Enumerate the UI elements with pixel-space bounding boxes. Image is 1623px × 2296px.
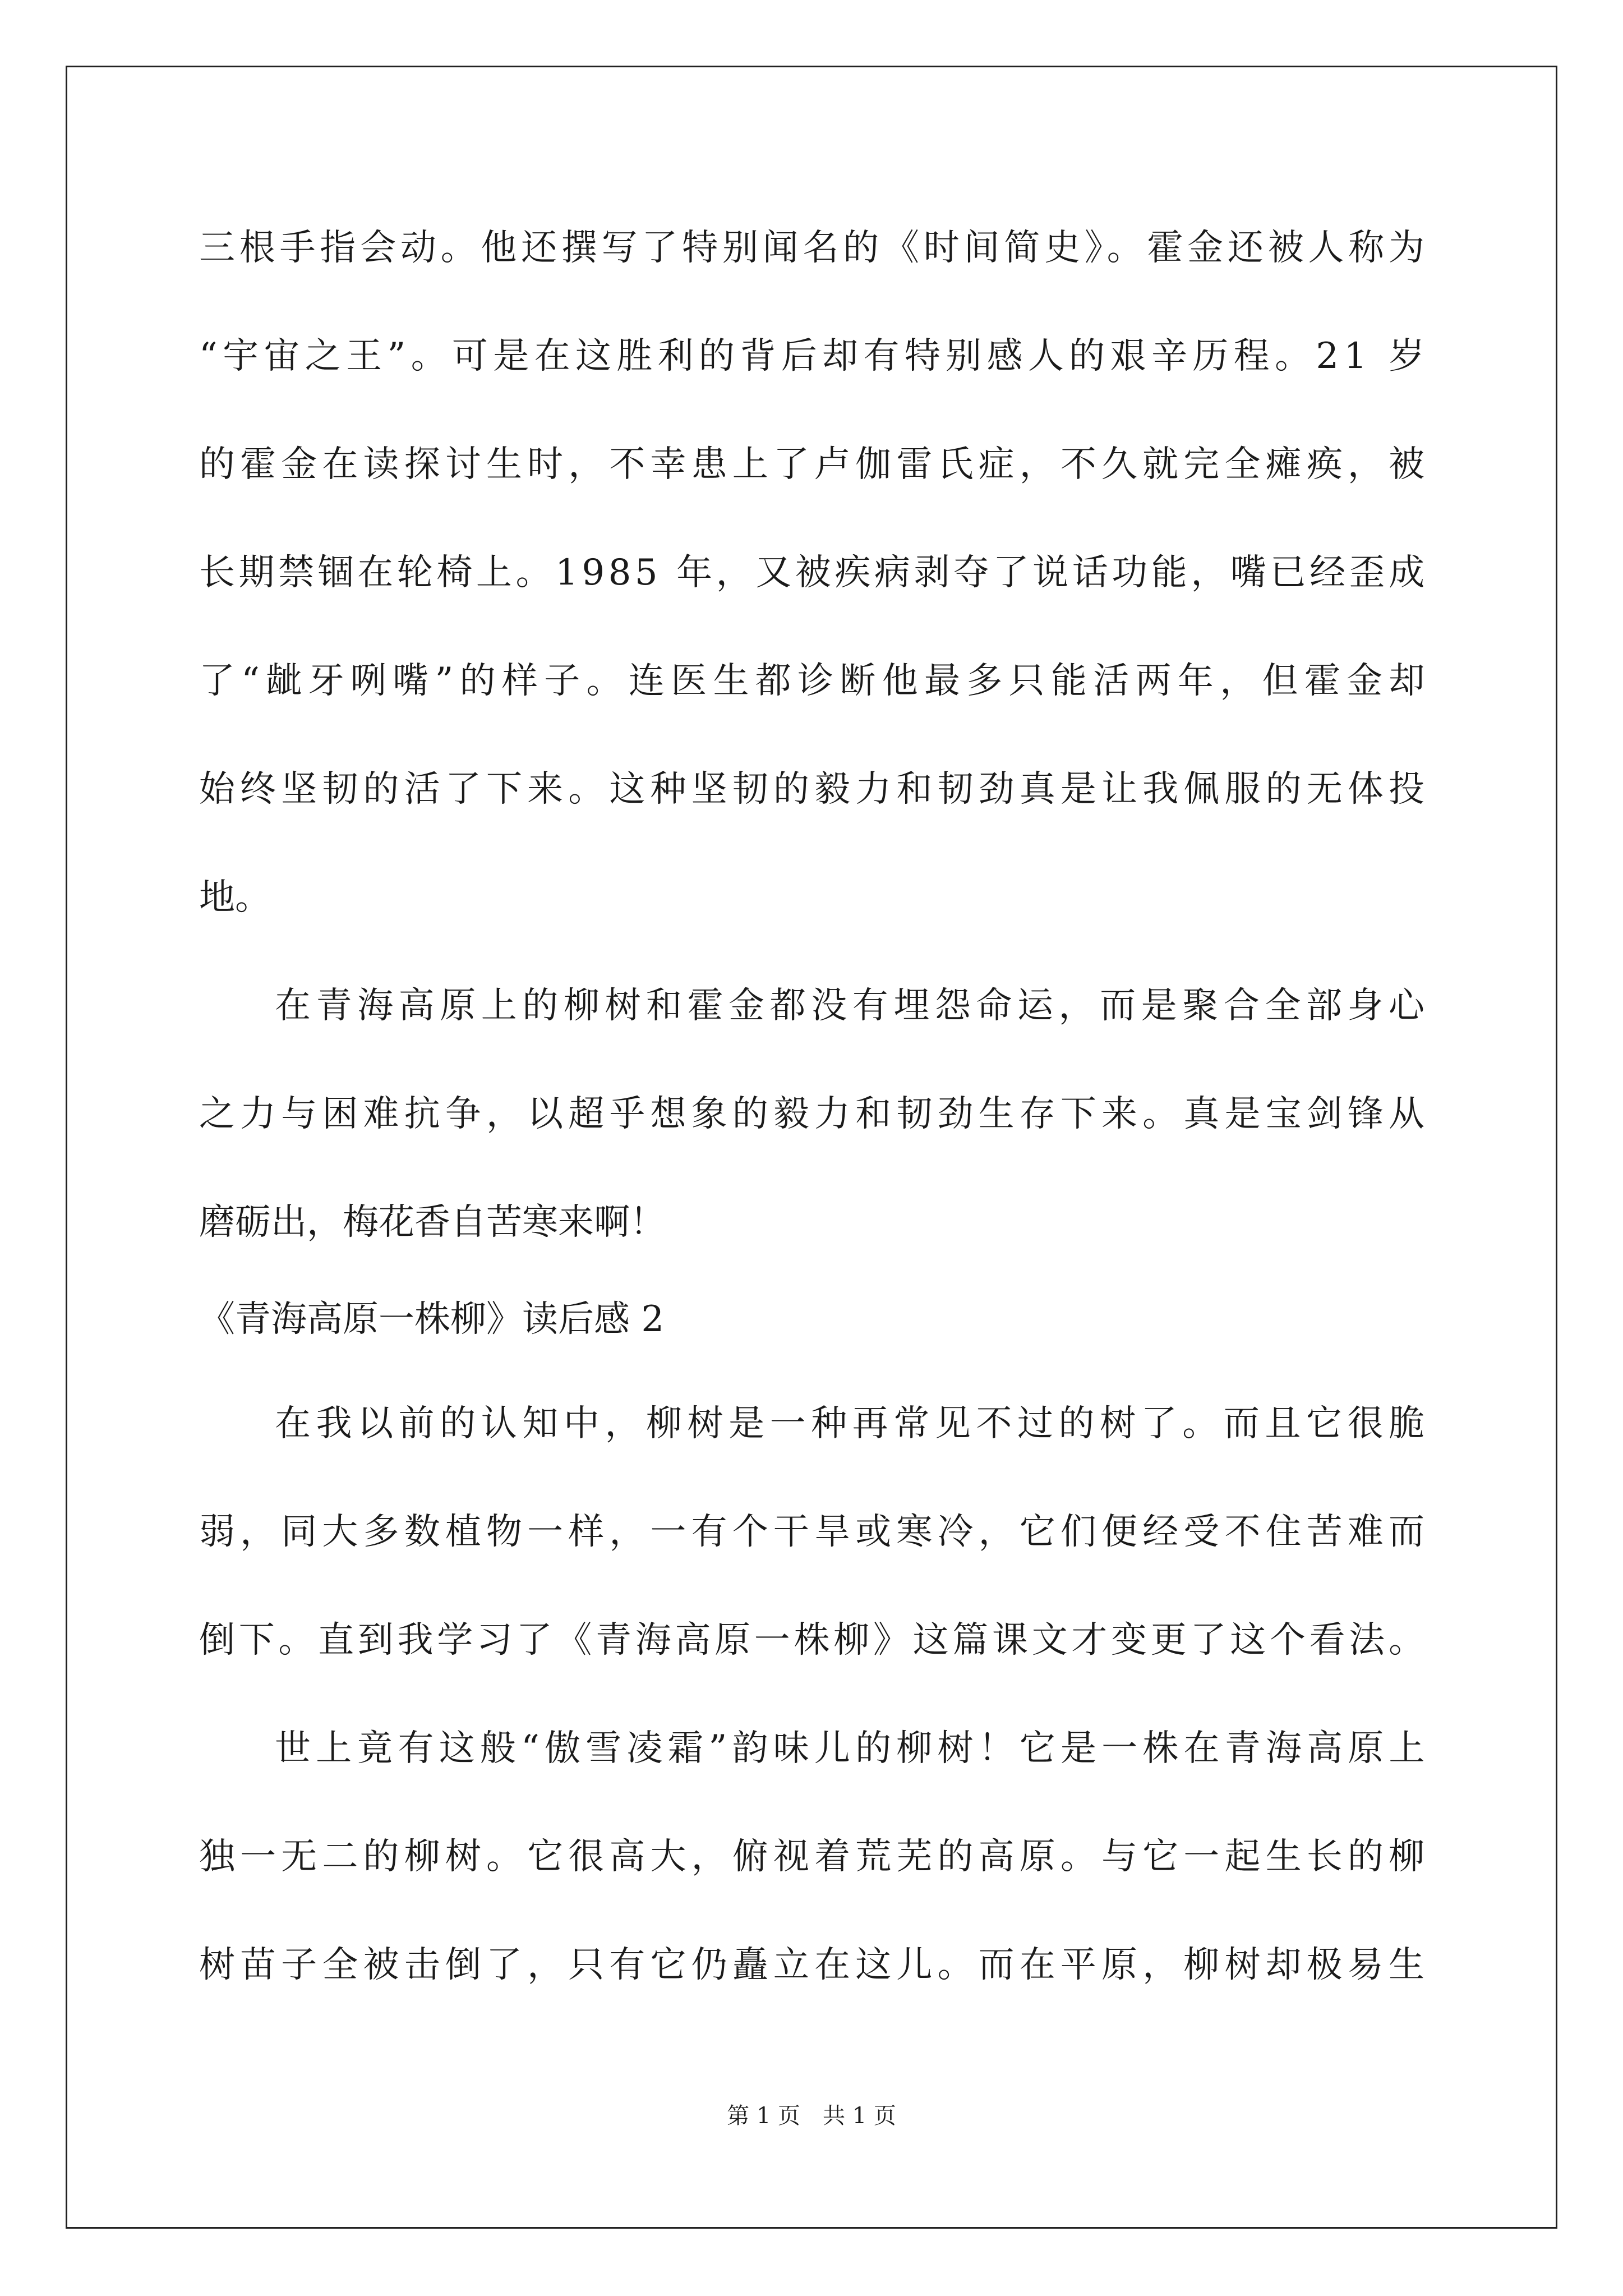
text-line: 三根手指会动。他还撰写了特别闻名的《时间简史》。霍金还被人称为 — [199, 227, 1429, 269]
text-line: 树苗子全被击倒了，只有它仍矗立在这儿。而在平原，柳树却极易生 — [199, 1944, 1430, 1986]
section-heading: 《青海高原一株柳》读后感 2 — [199, 1299, 665, 1340]
paragraph-start-line: 在青海高原上的柳树和霍金都没有埋怨命运，而是聚合全部身心 — [275, 985, 1430, 1027]
text-line: 了“龇牙咧嘴”的样子。连医生都诊断他最多只能活两年，但霍金却 — [199, 660, 1431, 702]
text-line: 弱，同大多数植物一样，一有个干旱或寒冷，它们便经受不住苦难而 — [199, 1511, 1430, 1553]
text-line: “宇宙之王”。可是在这胜利的背后却有特别感人的艰辛历程。21 岁 — [199, 335, 1430, 377]
page-border — [66, 66, 1557, 2229]
paragraph-start-line: 世上竟有这般“傲雪凌霜”韵味儿的柳树！它是一株在青海高原上 — [275, 1728, 1430, 1769]
text-line: 独一无二的柳树。它很高大，俯视着荒芜的高原。与它一起生长的柳 — [199, 1836, 1430, 1878]
text-line: 始终坚韧的活了下来。这种坚韧的毅力和韧劲真是让我佩服的无体投 — [199, 769, 1430, 810]
text-line: 的霍金在读探讨生时，不幸患上了卢伽雷氏症，不久就完全瘫痪，被 — [199, 444, 1430, 485]
text-line: 地。 — [199, 877, 271, 918]
text-line: 长期禁锢在轮椅上。1985 年，又被疾病剥夺了说话功能，嘴已经歪成 — [199, 552, 1428, 593]
text-line: 之力与困难抗争，以超乎想象的毅力和韧劲生存下来。真是宝剑锋从 — [199, 1093, 1430, 1135]
text-line: 磨砺出，梅花香自苦寒来啊！ — [199, 1202, 666, 1243]
text-line: 倒下。直到我学习了《青海高原一株柳》这篇课文才变更了这个看法。 — [199, 1619, 1428, 1661]
paragraph-start-line: 在我以前的认知中，柳树是一种再常见不过的树了。而且它很脆 — [275, 1403, 1430, 1444]
page-footer: 第 1 页 共 1 页 — [727, 2103, 896, 2129]
